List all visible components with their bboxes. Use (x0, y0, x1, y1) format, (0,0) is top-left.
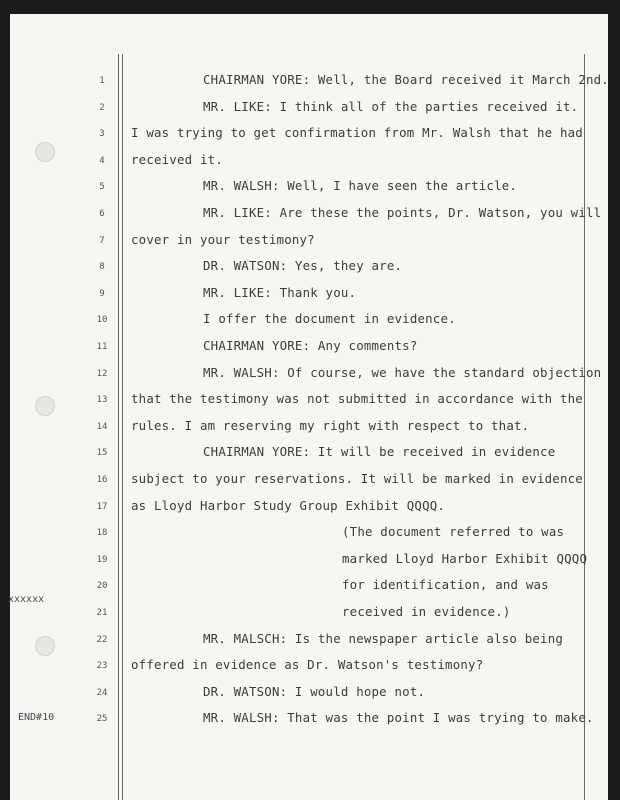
transcript-line (10, 148, 608, 174)
transcript-line (10, 440, 608, 466)
transcript-line (10, 281, 608, 307)
line-number: 22 (96, 634, 108, 645)
line-number: 18 (96, 528, 108, 539)
line-text: rules. I am reserving my right with respect to that. (131, 417, 530, 433)
line-text: received it. (131, 151, 223, 167)
line-number: 6 (99, 209, 105, 219)
line-text: MR. WALSH: Of course, we have the standard objection (203, 364, 602, 380)
transcript-line (10, 121, 608, 147)
line-text: CHAIRMAN YORE: It will be received in evidence (203, 444, 556, 460)
line-text: DR. WATSON: Yes, they are. (203, 258, 403, 274)
line-number: 19 (96, 554, 108, 565)
transcript-page (10, 14, 608, 800)
line-text: as Lloyd Harbor Study Group Exhibit QQQQ. (131, 497, 446, 513)
line-text: marked Lloyd Harbor Exhibit QQQQ (342, 550, 588, 566)
line-number: 15 (96, 448, 108, 459)
transcript-line (10, 254, 608, 280)
margin-marker: xxxxxx (8, 594, 45, 605)
transcript-line (10, 573, 608, 599)
transcript-line (10, 307, 608, 333)
transcript-line (10, 600, 608, 626)
line-number: 1 (99, 76, 105, 86)
line-number: 21 (96, 608, 108, 618)
line-number: 23 (96, 661, 108, 672)
line-number: 11 (96, 342, 108, 352)
line-number: 25 (96, 714, 108, 725)
transcript-line (10, 174, 608, 200)
line-number: 3 (99, 129, 105, 140)
line-text: I offer the document in evidence. (203, 311, 456, 327)
end-note: END#10 (18, 712, 55, 723)
line-text: MR. LIKE: Are these the points, Dr. Watson, you will (203, 205, 602, 220)
line-text: I was trying to get confirmation from Mr. Walsh that he had (131, 125, 583, 141)
line-text: cover in your testimony? (131, 231, 315, 247)
transcript-line (10, 520, 608, 546)
line-number: 4 (99, 155, 105, 166)
line-text: MR. LIKE: I think all of the parties received it. (203, 98, 579, 114)
line-text: MR. WALSH: Well, I have seen the article. (203, 178, 518, 194)
transcript-line (10, 201, 608, 227)
line-text: CHAIRMAN YORE: Well, the Board received it March 2nd. (203, 72, 609, 87)
line-number: 20 (96, 581, 108, 592)
line-number: 7 (99, 235, 105, 246)
line-number: 13 (96, 395, 108, 406)
line-number: 14 (96, 421, 108, 432)
line-text: received in evidence.) (342, 604, 511, 619)
line-text: for identification, and was (342, 577, 549, 593)
transcript-line (10, 680, 608, 706)
transcript-line (10, 334, 608, 360)
transcript-line (10, 95, 608, 121)
transcript-line (10, 706, 608, 732)
line-text: CHAIRMAN YORE: Any comments? (203, 338, 418, 353)
transcript-line (10, 467, 608, 493)
line-number: 24 (96, 687, 108, 698)
transcript-line (10, 653, 608, 679)
transcript-line (10, 68, 608, 94)
line-number: 16 (96, 475, 108, 485)
line-text: DR. WATSON: I would hope not. (203, 683, 426, 699)
transcript-line (10, 228, 608, 254)
line-number: 10 (96, 315, 108, 326)
line-number: 8 (99, 262, 105, 273)
line-number: 12 (96, 368, 108, 379)
line-number: 2 (99, 102, 105, 113)
line-text: (The document referred to was (342, 524, 565, 540)
line-number: 17 (96, 501, 108, 512)
transcript-line (10, 361, 608, 387)
line-text: that the testimony was not submitted in accordance with the (131, 391, 583, 407)
line-number: 5 (99, 182, 105, 193)
line-number: 9 (99, 288, 105, 299)
line-text: offered in evidence as Dr. Watson's testimony? (131, 657, 484, 673)
transcript-line (10, 627, 608, 653)
line-text: MR. WALSH: That was the point I was trying to make. (203, 710, 594, 726)
transcript-line (10, 494, 608, 520)
line-text: MR. LIKE: Thank you. (203, 284, 357, 300)
transcript-line (10, 387, 608, 413)
line-text: subject to your reservations. It will be marked in evidence (131, 471, 583, 486)
transcript-line (10, 414, 608, 440)
transcript-line (10, 547, 608, 573)
line-text: MR. MALSCH: Is the newspaper article also being (203, 630, 564, 646)
